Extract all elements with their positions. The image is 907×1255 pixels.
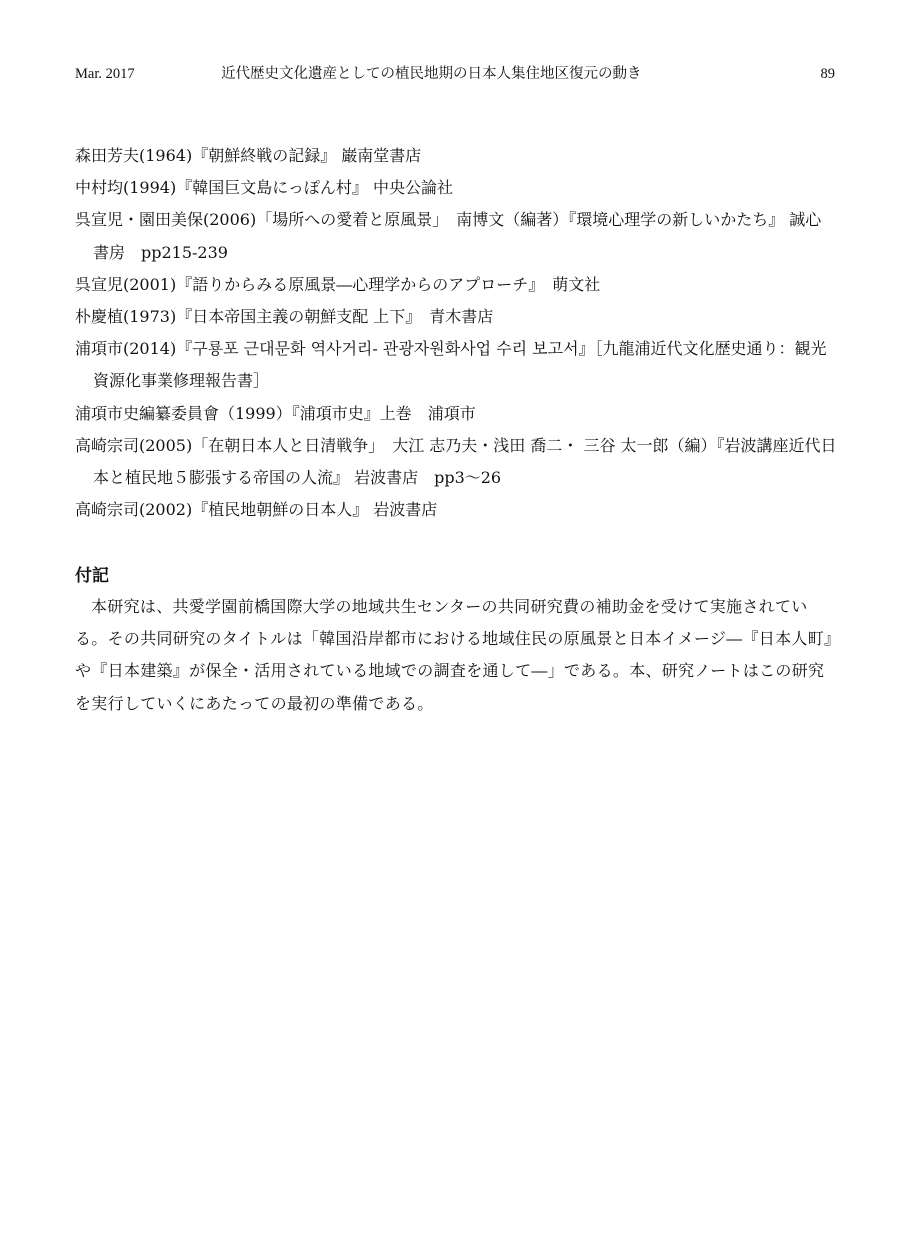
reference-list <box>75 140 837 526</box>
appendix-heading: 付記 <box>75 566 109 586</box>
header-page-number: 89 <box>820 66 835 82</box>
header-date: Mar. 2017 <box>75 66 135 82</box>
reference-item: 中村均(1994)『韓国巨文島にっぽん村』 中央公論社 <box>75 178 453 198</box>
reference-item: 浦項市(2014)『구룡포 근대문화 역사거리- 관광자원화사업 수리 보고서』［九龍浦近代文化歴史通り：観光資源化事業修理報告書］ <box>75 339 827 391</box>
running-header <box>75 62 835 86</box>
reference-item: 呉宣児(2001)『語りからみる原風景―心理学からのアプローチ』 萌文社 <box>75 274 601 294</box>
appendix-paragraph: 本研究は、共愛学園前橋国際大学の地域共生センターの共同研究費の補助金を受けて実施されている。その共同研究のタイトルは「韓国沿岸都市における地域住民の原風景と日本イメージ―『日本人町』や『日本建築』が保全・活用されている地域での調査を通して―」である。本、研究ノートはこの研究を実行していくにあたっての最初の準備である。 <box>75 597 833 713</box>
reference-item: 高崎宗司(2005)「在朝日本人と日清戦争」 大江 志乃夫・浅田 喬二・ 三谷 太一郎（編）『岩波講座近代日本と植民地５膨張する帝国の人流』 岩波書店 pp3～26 <box>75 435 837 488</box>
reference-item: 呉宣児・園田美保(2006)「場所への愛着と原風景」 南博文（編著）『環境心理学の新しいかたち』 誠心書房 pp215-239 <box>75 210 822 262</box>
reference-item: 浦項市史編纂委員會（1999）『浦項市史』上巻 浦項市 <box>75 403 476 423</box>
reference-item: 森田芳夫(1964)『朝鮮終戦の記録』 巌南堂書店 <box>75 146 422 165</box>
reference-item: 朴慶植(1973)『日本帝国主義の朝鮮支配 上下』 青木書店 <box>75 307 494 327</box>
reference-item: 高崎宗司(2002)『植民地朝鮮の日本人』 岩波書店 <box>75 500 438 520</box>
header-title: 近代歴史文化遺産としての植民地期の日本人集住地区復元の動き <box>221 66 642 82</box>
